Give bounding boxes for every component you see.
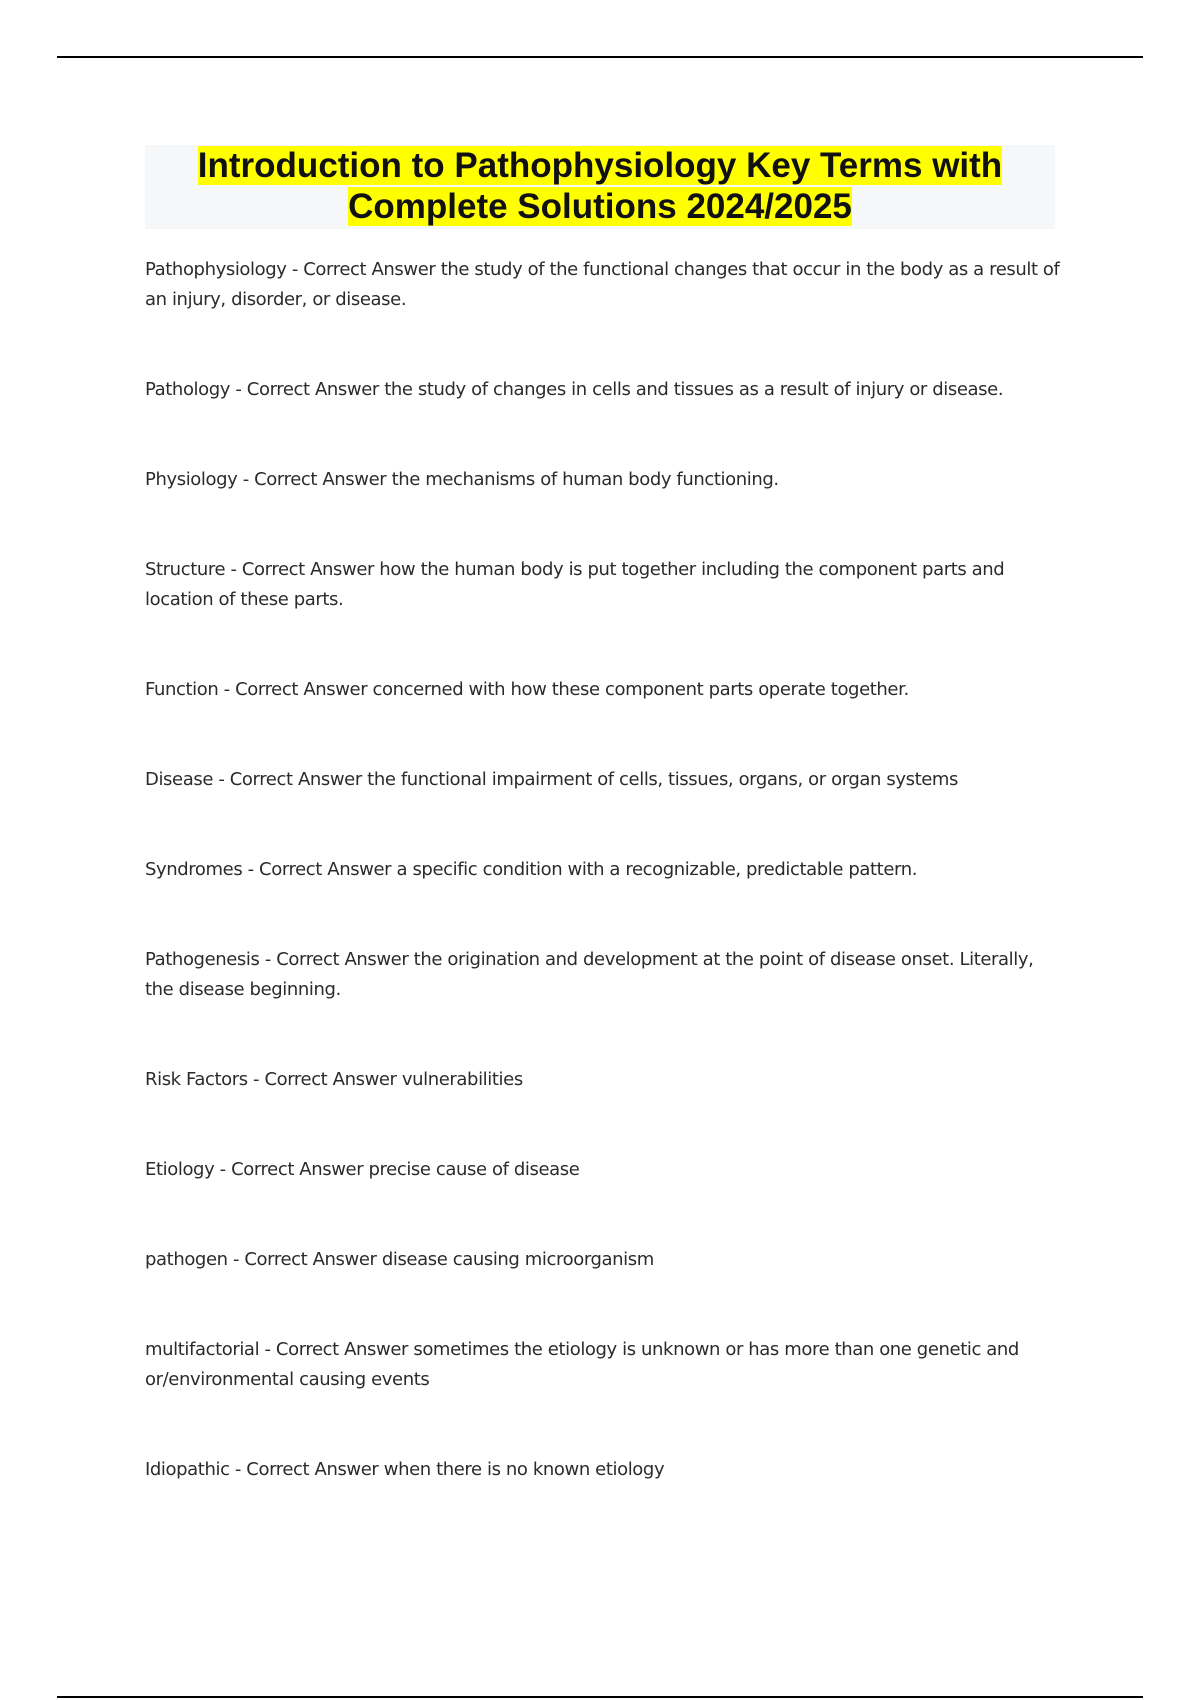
term-item: Risk Factors - Correct Answer vulnerabilities [145,1069,523,1090]
top-rule [57,56,1143,58]
term-list [145,255,1065,1485]
term-item: Pathogenesis - Correct Answer the origination and development at the point of disease onset. Literally, the disease beginning. [145,949,1034,1000]
term-item: Idiopathic - Correct Answer when there is no known etiology [145,1459,665,1480]
term-item: Pathology - Correct Answer the study of changes in cells and tissues as a result of injury or disease. [145,379,1004,400]
term-item: multifactorial - Correct Answer sometimes the etiology is unknown or has more than one genetic and or/environmental causing events [145,1339,1019,1390]
term-item: Pathophysiology - Correct Answer the study of the functional changes that occur in the body as a result of an injury, disorder, or disease. [145,259,1060,310]
title-line-1: Introduction to Pathophysiology Key Terms with [197,146,1003,185]
term-item: Structure - Correct Answer how the human body is put together including the component parts and location of these parts. [145,559,1005,610]
title-line-2: Complete Solutions 2024/2025 [348,187,852,226]
term-item: Physiology - Correct Answer the mechanisms of human body functioning. [145,469,779,490]
term-item: Function - Correct Answer concerned with how these component parts operate together. [145,679,909,700]
term-item: Disease - Correct Answer the functional impairment of cells, tissues, organs, or organ systems [145,769,959,790]
document-title [145,145,1055,227]
title-block [145,145,1055,229]
term-item: Etiology - Correct Answer precise cause of disease [145,1159,580,1180]
term-item: Syndromes - Correct Answer a specific condition with a recognizable, predictable pattern. [145,859,918,880]
bottom-rule [57,1696,1143,1698]
term-item: pathogen - Correct Answer disease causing microorganism [145,1249,654,1270]
